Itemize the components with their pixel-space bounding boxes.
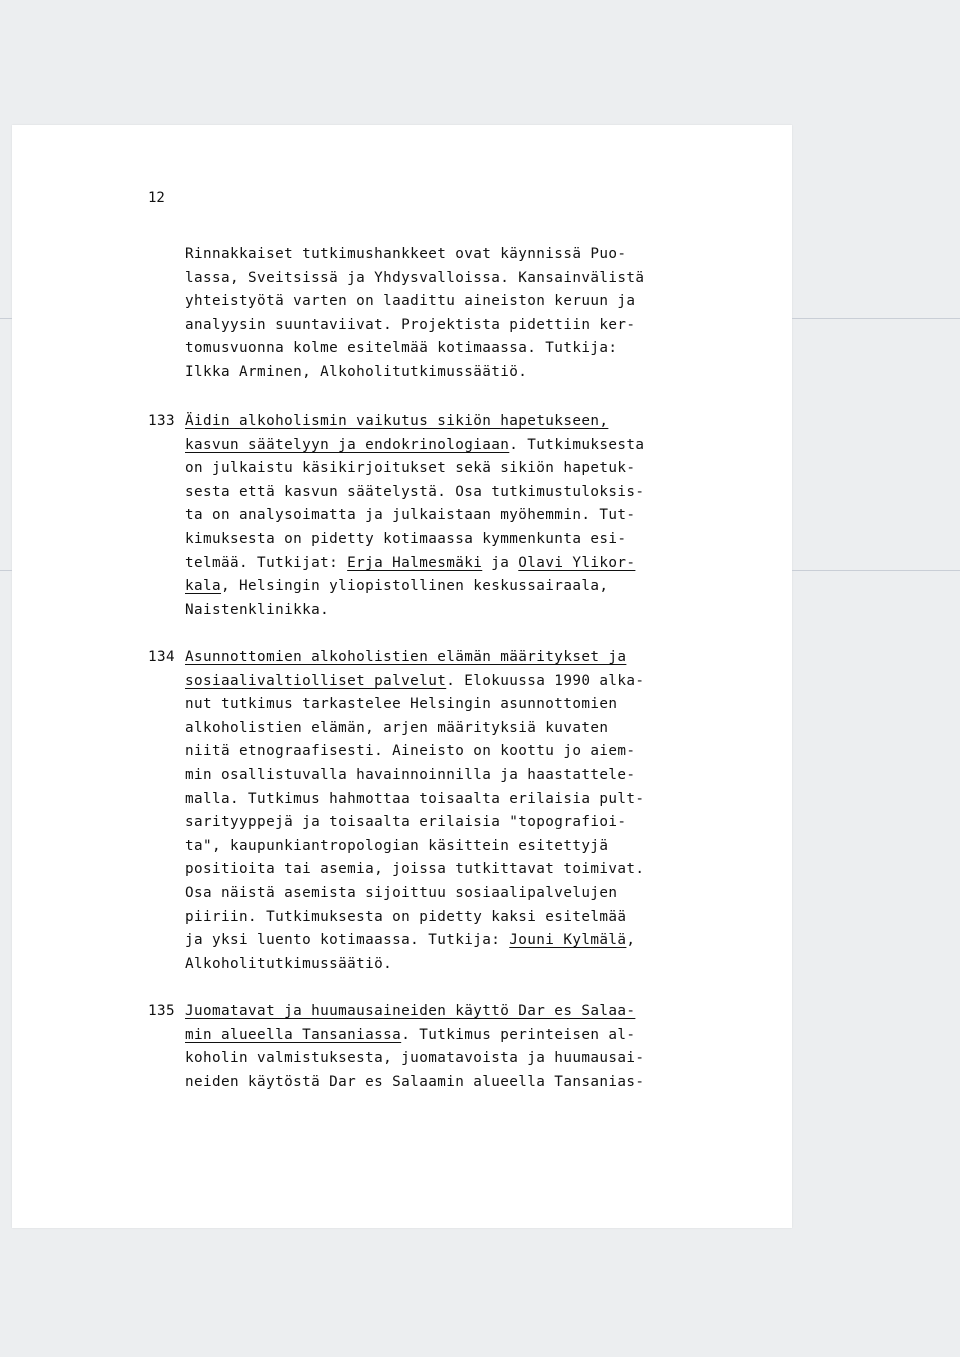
entry-number: 134 (148, 649, 176, 665)
underlined-text: min alueella Tansaniassa (185, 1026, 402, 1043)
text-run: ta", kaupunkiantropologian käsittein esitettyjä (185, 837, 609, 854)
text-line (148, 646, 708, 670)
text-line (148, 717, 708, 741)
text-run: . Tutkimus perinteisen al- (401, 1026, 636, 1043)
underlined-text: Olavi Ylikor- (518, 554, 636, 571)
text-line: analyysin suuntaviivat. Projektista pidettiin ker- (185, 316, 636, 333)
text-line (148, 788, 708, 812)
text-line (148, 1000, 708, 1024)
text-line (148, 504, 708, 528)
text-line (148, 1071, 708, 1095)
underlined-text: Äidin alkoholismin vaikutus sikiön hapetukseen, (185, 413, 609, 429)
text-line (148, 552, 708, 576)
text-run: sesta että kasvun säätelystä. Osa tutkimustuloksis- (185, 483, 645, 500)
text-run: Alkoholitutkimussäätiö. (185, 955, 393, 972)
text-line (148, 740, 708, 764)
text-run: neiden käytöstä Dar es Salaamin alueella Tansanias- (185, 1073, 645, 1090)
entry-135 (148, 1000, 708, 1094)
text-run: ja yksi luento kotimaassa. Tutkija: (185, 932, 510, 949)
text-line (148, 434, 708, 458)
underlined-text: kala (185, 578, 222, 595)
text-run: Osa näistä asemista sijoittuu sosiaalipalvelujen (185, 884, 618, 901)
text-line (148, 858, 708, 882)
text-run: Naistenklinikka. (185, 601, 330, 618)
text-run: positioita tai asemia, joissa tutkittavat toimivat. (185, 861, 645, 878)
underlined-text: sosiaalivaltiolliset palvelut (185, 672, 447, 689)
text-line: Ilkka Arminen, Alkoholitutkimussäätiö. (185, 363, 528, 380)
text-line: yhteistyötä varten on laadittu aineiston keruun ja (185, 293, 636, 310)
entry-133 (148, 410, 708, 622)
text-line (148, 882, 708, 906)
text-line: Rinnakkaiset tutkimushankkeet ovat käynnissä Puo- (185, 246, 627, 262)
text-line (148, 410, 708, 434)
page-number: 12 (148, 190, 165, 206)
entry-number: 135 (148, 1003, 176, 1019)
underlined-text: Erja Halmesmäki (347, 554, 483, 571)
text-run: . Tutkimuksesta (509, 436, 645, 453)
text-run: on julkaistu käsikirjoitukset sekä sikiön hapetuk- (185, 460, 636, 477)
text-line (148, 906, 708, 930)
text-line (148, 1047, 708, 1071)
text-line (148, 481, 708, 505)
underlined-text: kasvun säätelyyn ja endokrinologiaan (185, 436, 510, 453)
scan-line (792, 570, 960, 571)
text-run: sarityyppejä ja toisaalta erilaisia "topografioi- (185, 814, 627, 831)
text-run: , Helsingin yliopistollinen keskussairaala, (221, 578, 609, 595)
text-line (148, 835, 708, 859)
text-line (148, 528, 708, 552)
text-run: alkoholistien elämän, arjen määrityksiä kuvaten (185, 719, 609, 736)
text-run: ta on analysoimatta ja julkaistaan myöhemmin. Tut- (185, 507, 636, 524)
scan-line (0, 570, 12, 571)
scan-line (0, 318, 12, 319)
intro-paragraph (148, 243, 708, 385)
underlined-text: Juomatavat ja huumausaineiden käyttö Dar es Salaa- (185, 1003, 636, 1019)
text-run: , (626, 932, 636, 949)
text-line (148, 929, 708, 953)
text-run: nut tutkimus tarkastelee Helsingin asunnottomien (185, 696, 618, 713)
text-line (148, 457, 708, 481)
text-run: telmää. Tutkijat: (185, 554, 348, 571)
scan-line (792, 318, 960, 319)
text-line: tomusvuonna kolme esitelmää kotimaassa. Tutkija: (185, 340, 618, 357)
text-run: kimuksesta on pidetty kotimaassa kymmenkunta esi- (185, 530, 627, 547)
underlined-text: Asunnottomien alkoholistien elämän määritykset ja (185, 649, 627, 665)
text-line: lassa, Sveitsissä ja Yhdysvalloissa. Kansainvälistä (185, 269, 645, 286)
entry-134 (148, 646, 708, 976)
text-line (148, 1024, 708, 1048)
underlined-text: Jouni Kylmälä (509, 932, 627, 949)
entry-number: 133 (148, 413, 176, 429)
text-run: piiriin. Tutkimuksesta on pidetty kaksi esitelmää (185, 908, 627, 925)
text-line (148, 764, 708, 788)
text-run: min osallistuvalla havainnoinnilla ja haastattele- (185, 766, 636, 783)
text-line (148, 670, 708, 694)
text-line (148, 953, 708, 977)
text-run: . Elokuussa 1990 alka- (446, 672, 645, 689)
text-run: koholin valmistuksesta, juomatavoista ja huumausai- (185, 1050, 645, 1067)
text-line (148, 575, 708, 599)
text-line (148, 693, 708, 717)
text-run: malla. Tutkimus hahmottaa toisaalta erilaisia pult- (185, 790, 645, 807)
text-run: niitä etnograafisesti. Aineisto on koottu jo aiem- (185, 743, 636, 760)
text-line (148, 599, 708, 623)
text-line (148, 811, 708, 835)
text-run: ja (482, 554, 519, 571)
